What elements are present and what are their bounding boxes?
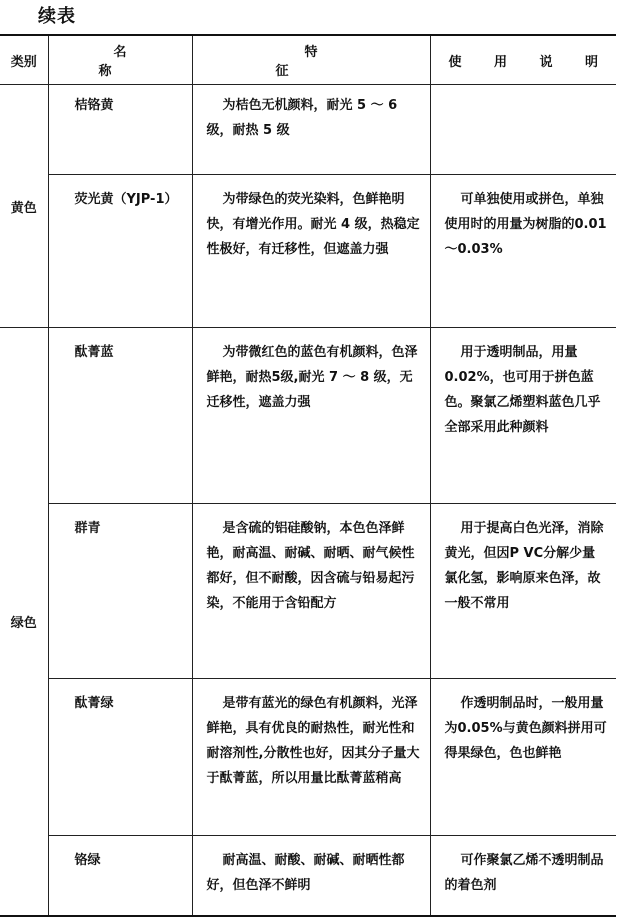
header-name: 名 称 [48, 35, 192, 85]
header-feature: 特 征 [192, 35, 430, 85]
pigment-usage: 可作聚氯乙烯不透明制品的着色剂 [430, 836, 616, 916]
pigment-usage: 用于提高白色光泽，消除黄光，但因P VC分解少量氯化氢，影响原来色泽，故一般不常用 [430, 504, 616, 679]
table-row [0, 836, 616, 916]
pigment-feature: 是带有蓝光的绿色有机颜料，光泽鲜艳，具有优良的耐热性，耐光性和耐溶剂性,分散性也好，因其分子量大于酞菁蓝，所以用量比酞菁蓝稍高 [192, 679, 430, 836]
pigment-usage [430, 85, 616, 175]
pigment-feature: 为带微红色的蓝色有机颜料，色泽鲜艳，耐热5级,耐光 7 ～ 8 级，无迁移性，遮盖力强 [192, 328, 430, 504]
category-cell-green: 绿色 [0, 328, 48, 916]
table-row [0, 679, 616, 836]
pigment-feature: 是含硫的铝硅酸钠，本色色泽鲜艳，耐高温、耐碱、耐晒、耐气候性都好，但不耐酸，因含硫与铅易起污染，不能用于含铅配方 [192, 504, 430, 679]
pigment-feature: 为带绿色的荧光染料，色鲜艳明快，有增光作用。耐光 4 级，热稳定性极好，有迁移性，但遮盖力强 [192, 175, 430, 328]
pigment-name: 桔铬黄 [48, 85, 192, 175]
category-cell-yellow: 黄色 [0, 85, 48, 328]
pigment-name: 铬绿 [48, 836, 192, 916]
pigment-usage: 作透明制品时，一般用量为0.05%与黄色颜料拼用可得果绿色，色也鲜艳 [430, 679, 616, 836]
table-row [0, 504, 616, 679]
table-row [0, 85, 616, 175]
pigment-usage: 用于透明制品，用量0.02%，也可用于拼色蓝色。聚氯乙烯塑料蓝色几乎全部采用此种颜料 [430, 328, 616, 504]
pigment-feature: 耐高温、耐酸、耐碱、耐晒性都好，但色泽不鲜明 [192, 836, 430, 916]
pigment-table [0, 34, 616, 917]
pigment-name: 群青 [48, 504, 192, 679]
pigment-feature: 为桔色无机颜料，耐光 5 ～ 6 级，耐热 5 级 [192, 85, 430, 175]
page-title: 续表 [38, 6, 76, 27]
pigment-name: 酞菁绿 [48, 679, 192, 836]
pigment-name: 荧光黄（YJP-1） [48, 175, 192, 328]
table-row [0, 328, 616, 504]
pigment-usage: 可单独使用或拼色，单独使用时的用量为树脂的0.01～0.03% [430, 175, 616, 328]
header-usage: 使 用 说 明 [430, 35, 616, 85]
table-header-row [0, 35, 616, 85]
pigment-name: 酞菁蓝 [48, 328, 192, 504]
header-category: 类别 [0, 35, 48, 85]
table-row [0, 175, 616, 328]
